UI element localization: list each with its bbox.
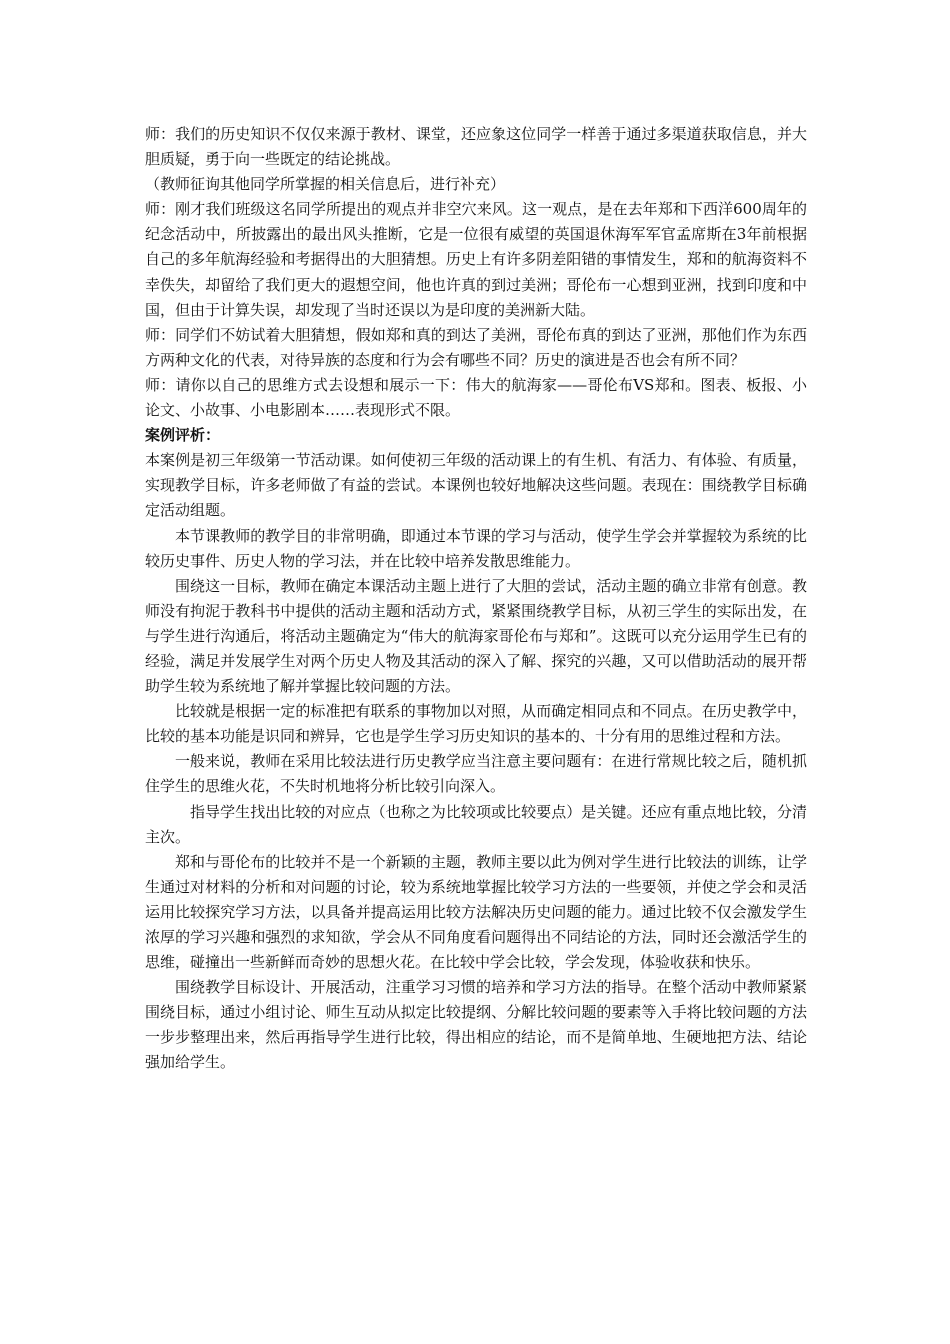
body-paragraph: 比较就是根据一定的标准把有联系的事物加以对照，从而确定相同点和不同点。在历史教学中，比较的基本功能是识同和辨异，它也是学生学习历史知识的基本的、十分有用的思维过程和方法。 xyxy=(145,702,807,746)
document-page xyxy=(145,122,807,1076)
section-heading: 案例评析： xyxy=(145,426,221,445)
body-paragraph: 一般来说，教师在采用比较法进行历史教学应当注意主要问题有：在进行常规比较之后，随机抓住学生的思维火花，不失时机地将分析比较引向深入。 xyxy=(145,752,807,796)
body-paragraph: 围绕这一目标，教师在确定本课活动主题上进行了大胆的尝试，活动主题的确立非常有创意。教师没有拘泥于教科书中提供的活动主题和活动方式，紧紧围绕教学目标，从初三学生的实际出发，在与学生进行沟通后，将活动主题确定为“伟大的航海家哥伦布与郑和”。这既可以充分运用学生已有的经验，满足并发展学生对两个历史人物及其活动的深入了解、探究的兴趣，又可以借助活动的展开帮助学生较为系统地了解并掌握比较问题的方法。 xyxy=(145,576,807,696)
dialogue-paragraph: 师：刚才我们班级这名同学所提出的观点并非空穴来风。这一观点，是在去年郑和下西洋600周年的纪念活动中，所披露出的最出风头推断，它是一位很有威望的英国退休海军军官孟席斯在3年前根据自己的多年航海经验和考据得出的大胆猜想。历史上有许多阴差阳错的事情发生，郑和的航海资料不幸佚失，却留给了我们更大的遐想空间，他也许真的到过美洲；哥伦布一心想到亚洲，找到印度和中国，但由于计算失误，却发现了当时还误以为是印度的美洲新大陆。 xyxy=(145,200,807,319)
body-paragraph: 围绕教学目标设计、开展活动，注重学习习惯的培养和学习方法的指导。在整个活动中教师紧紧围绕目标，通过小组讨论、师生互动从拟定比较提纲、分解比较问题的要素等入手将比较问题的方法一步步整理出来，然后再指导学生进行比较，得出相应的结论，而不是简单地、生硬地把方法、结论强加给学生。 xyxy=(145,978,807,1072)
review-intro: 本案例是初三年级第一节活动课。如何使初三年级的活动课上的有生机、有活力、有体验、有质量，实现教学目标，许多老师做了有益的尝试。本课例也较好地解决这些问题。表现在：围绕教学目标确定活动组题。 xyxy=(145,451,807,520)
key-point-paragraph: 指导学生找出比较的对应点（也称之为比较项或比较要点）是关键。还应有重点地比较，分清主次。 xyxy=(145,802,807,846)
dialogue-paragraph: 师：同学们不妨试着大胆猜想，假如郑和真的到达了美洲，哥伦布真的到达了亚洲，那他们作为东西方两种文化的代表，对待异族的态度和行为会有哪些不同？历史的演进是否也会有所不同？ xyxy=(145,325,807,369)
body-paragraph: 本节课教师的教学目的非常明确，即通过本节课的学习与活动，使学生学会并掌握较为系统的比较历史事件、历史人物的学习法，并在比较中培养发散思维能力。 xyxy=(145,526,807,570)
dialogue-paragraph: 师：请你以自己的思维方式去设想和展示一下：伟大的航海家——哥伦布VS郑和。图表、板报、小论文、小故事、小电影剧本……表现形式不限。 xyxy=(145,375,807,420)
body-paragraph: 郑和与哥伦布的比较并不是一个新颖的主题，教师主要以此为例对学生进行比较法的训练，让学生通过对材料的分析和对问题的讨论，较为系统地掌握比较学习方法的一些要领，并使之学会和灵活运用比较探究学习方法，以具备并提高运用比较方法解决历史问题的能力。通过比较不仅会激发学生浓厚的学习兴趣和强烈的求知欲，学会从不同角度看问题得出不同结论的方法，同时还会激活学生的思维，碰撞出一些新鲜而奇妙的思想火花。在比较中学会比较，学会发现，体验收获和快乐。 xyxy=(145,852,807,972)
stage-note: （教师征询其他同学所掌握的相关信息后，进行补充） xyxy=(145,175,506,194)
dialogue-paragraph: 师：我们的历史知识不仅仅来源于教材、课堂，还应象这位同学一样善于通过多渠道获取信息，并大胆质疑，勇于向一些既定的结论挑战。 xyxy=(145,125,807,169)
